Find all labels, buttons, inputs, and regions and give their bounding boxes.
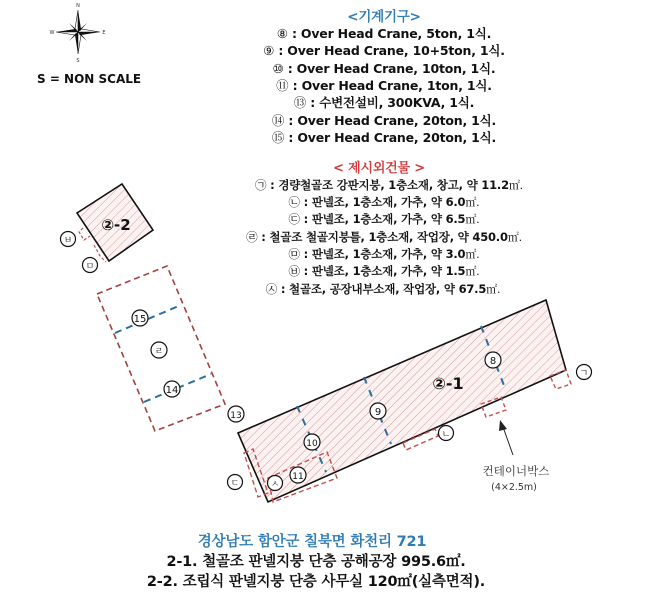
equipment-item: ⑮ : Over Head Crane, 20ton, 1식.: [271, 130, 497, 145]
container-label: 컨테이너박스: [482, 464, 550, 478]
marker-mieum: [83, 258, 98, 273]
container-arrow-icon: [499, 420, 513, 455]
excluded-building-item: ㉠ : 경량철골조 강판지붕, 1층소재, 창고, 약 11.2㎡.: [255, 178, 523, 192]
marker-14: [164, 381, 180, 397]
excluded-building-item: ㉡ : 판넬조, 1층소재, 가추, 약 6.0㎡.: [288, 195, 480, 209]
svg-text:13: 13: [230, 411, 242, 421]
building-2-2-label: ②-2: [101, 216, 131, 234]
building-2-1-description: 2-1. 철골조 판넬지붕 단층 공해공장 995.6㎡.: [166, 554, 466, 570]
marker-13: [228, 406, 244, 422]
marker-11: [290, 467, 306, 483]
svg-text:9: 9: [374, 407, 382, 418]
svg-text:11: 11: [292, 472, 304, 482]
svg-text:ㅅ: ㅅ: [270, 480, 280, 490]
marker-bieup: [61, 232, 76, 247]
scale-note: S = NON SCALE: [37, 72, 142, 86]
svg-text:14: 14: [165, 385, 179, 396]
excluded-buildings-heading: < 제시외건물 >: [333, 161, 425, 176]
equipment-item: ⑭ : Over Head Crane, 20ton, 1식.: [271, 113, 497, 128]
excluded-building-item: ㉦ : 철골조, 공장내부소재, 작업장, 약 67.5㎡.: [265, 282, 501, 296]
site-address: 경상남도 함안군 칠북면 화천리 721: [197, 534, 427, 550]
equipment-item: ⑨ : Over Head Crane, 10+5ton, 1식.: [263, 43, 505, 58]
svg-text:8: 8: [489, 356, 497, 367]
marker-8: [485, 352, 501, 368]
building-2-1-label: ②-1: [432, 374, 464, 393]
svg-text:N: N: [76, 3, 80, 9]
excluded-building-item: ㉣ : 철골조 철골지붕틀, 1층소재, 작업장, 약 450.0㎡.: [246, 230, 522, 244]
marker-nieun: [439, 426, 454, 441]
equipment-item: ⑩ : Over Head Crane, 10ton, 1식.: [272, 61, 496, 76]
svg-text:ㅁ: ㅁ: [85, 262, 95, 272]
compass-rose-icon: [50, 3, 106, 64]
svg-text:15: 15: [133, 314, 147, 325]
marker-siot: [268, 476, 283, 491]
marker-rieul: [151, 342, 167, 358]
svg-text:ㅂ: ㅂ: [63, 236, 73, 246]
equipment-heading: <기계기구>: [347, 9, 421, 25]
marker-giyeok: [577, 365, 592, 380]
marker-digeut: [228, 475, 243, 490]
marker-9: [370, 403, 386, 419]
building-2-2-description: 2-2. 조립식 판넬지붕 단층 사무실 120㎡(실측면적).: [146, 574, 486, 590]
equipment-item: ⑪ : Over Head Crane, 1ton, 1식.: [276, 78, 492, 93]
excluded-building-item: ㉥ : 판넬조, 1층소재, 가추, 약 1.5㎡.: [288, 264, 480, 278]
svg-text:10: 10: [306, 439, 318, 449]
equipment-item: ⑧ : Over Head Crane, 5ton, 1식.: [276, 26, 492, 41]
svg-text:ㄱ: ㄱ: [579, 369, 589, 379]
excluded-building-item: ㉤ : 판넬조, 1층소재, 가추, 약 3.0㎡.: [288, 247, 480, 261]
svg-text:ㄴ: ㄴ: [441, 430, 451, 440]
svg-text:W: W: [49, 30, 55, 36]
excluded-building-item: ㉢ : 판넬조, 1층소재, 가추, 약 6.5㎡.: [288, 212, 480, 226]
equipment-item: ⑬ : 수변전설비, 300KVA, 1식.: [293, 95, 475, 110]
svg-text:S: S: [76, 58, 80, 64]
svg-text:ㄹ: ㄹ: [154, 347, 164, 357]
svg-text:E: E: [102, 30, 106, 36]
marker-15: [132, 310, 148, 326]
marker-10: [304, 434, 320, 450]
svg-text:ㄷ: ㄷ: [230, 479, 240, 489]
container-size: (4×2.5m): [491, 482, 537, 493]
